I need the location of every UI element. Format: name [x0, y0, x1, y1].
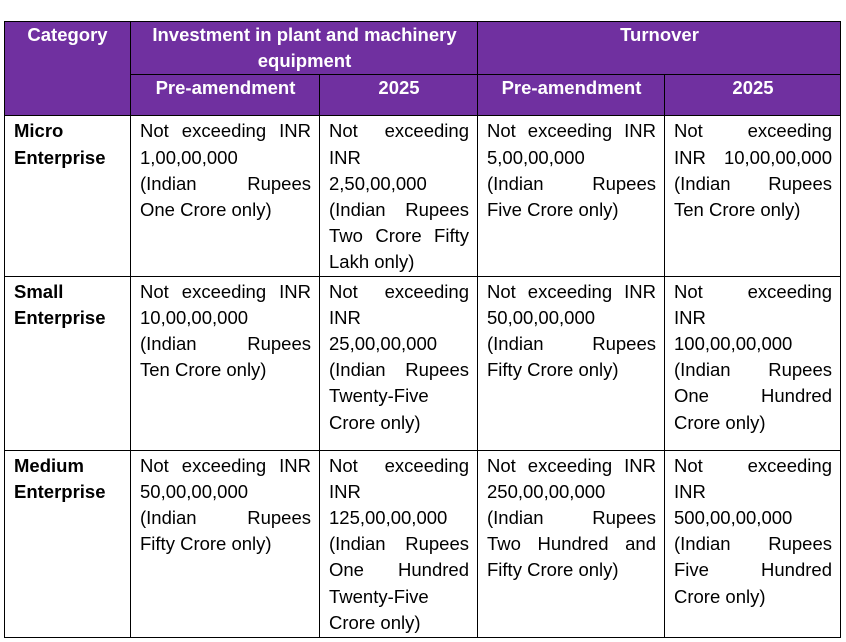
investment-pre-amendment-cell: [131, 116, 320, 276]
cell-text-line: Crore only): [329, 611, 421, 633]
cell-text-line: Two Crore Fifty: [329, 225, 469, 247]
investment-2025-cell: [320, 116, 478, 276]
cell-text-line: 100,00,00,000: [674, 333, 793, 355]
table-row-micro: [5, 116, 841, 276]
header-turnover-2025: 2025: [665, 75, 841, 116]
table-row-small: [5, 276, 841, 450]
cell-text-line: Crore only): [674, 411, 766, 433]
cell-text-line: 2,50,00,000: [329, 172, 427, 194]
cell-text-line: Five Hundred: [674, 559, 832, 581]
cell-text-line: Not exceeding INR: [487, 280, 656, 302]
cell-text-line: Not exceeding INR: [140, 280, 311, 302]
cell-text-line: Lakh only): [329, 251, 415, 273]
header-turnover: Turnover: [478, 22, 841, 75]
cell-text-line: 25,00,00,000: [329, 333, 438, 355]
header-row-sub: [5, 75, 841, 116]
cell-text-line: (Indian Rupees: [140, 507, 311, 529]
cell-text-line: INR: [674, 306, 706, 328]
header-turnover-pre-amendment: Pre-amendment: [478, 75, 665, 116]
cell-text-line: INR: [674, 480, 706, 502]
category-cell: Small Enterprise: [5, 276, 131, 450]
cell-text-line: INR 10,00,00,000: [674, 146, 832, 168]
cell-text-line: Fifty Crore only): [487, 359, 619, 381]
cell-text-line: Crore only): [674, 585, 766, 607]
cell-text-line: 5,00,00,000: [487, 146, 585, 168]
turnover-pre-amendment-cell: [478, 116, 665, 276]
table-row-medium: [5, 450, 841, 637]
cell-text-line: 1,00,00,000: [140, 146, 238, 168]
cell-text-line: Fifty Crore only): [140, 533, 272, 555]
cell-text-line: Five Crore only): [487, 199, 619, 221]
cell-text-line: Not exceeding INR: [487, 120, 656, 142]
cell-text-line: (Indian Rupees: [487, 172, 656, 194]
cell-text-line: (Indian Rupees: [674, 533, 832, 555]
cell-text-line: Ten Crore only): [140, 359, 267, 381]
investment-pre-amendment-cell: [131, 450, 320, 637]
turnover-2025-cell: [665, 276, 841, 450]
turnover-2025-cell: [665, 116, 841, 276]
table-body: [5, 116, 841, 637]
investment-2025-cell: [320, 450, 478, 637]
turnover-pre-amendment-cell: [478, 276, 665, 450]
investment-pre-amendment-cell: [131, 276, 320, 450]
cell-text-line: (Indian Rupees: [329, 199, 469, 221]
header-category: Category: [5, 22, 131, 116]
cell-text-line: Not exceeding: [329, 280, 469, 302]
cell-text-line: 50,00,00,000: [140, 480, 249, 502]
cell-text-line: (Indian Rupees: [140, 333, 311, 355]
cell-text-line: Not exceeding: [674, 280, 832, 302]
cell-text-line: (Indian Rupees: [329, 533, 469, 555]
cell-text-line: Twenty-Five: [329, 385, 429, 407]
cell-text-line: One Hundred: [329, 559, 469, 581]
cell-text-line: Ten Crore only): [674, 199, 801, 221]
cell-text-line: One Hundred: [674, 385, 832, 407]
header-investment: Investment in plant and machinery equipment: [131, 22, 478, 75]
cell-text-line: Not exceeding: [329, 120, 469, 142]
header-row-top: [5, 22, 841, 75]
cell-text-line: Fifty Crore only): [487, 559, 619, 581]
cell-text-line: INR: [329, 480, 361, 502]
cell-text-line: 50,00,00,000: [487, 306, 596, 328]
cell-text-line: (Indian Rupees: [329, 359, 469, 381]
cell-text-line: (Indian Rupees: [674, 359, 832, 381]
cell-text-line: 125,00,00,000: [329, 507, 448, 529]
cell-text-line: INR: [329, 146, 361, 168]
cell-text-line: Not exceeding INR: [487, 454, 656, 476]
investment-2025-cell: [320, 276, 478, 450]
category-cell: Medium Enterprise: [5, 450, 131, 637]
turnover-pre-amendment-cell: [478, 450, 665, 637]
cell-text-line: Not exceeding INR: [140, 454, 311, 476]
cell-text-line: One Crore only): [140, 199, 272, 221]
cell-text-line: (Indian Rupees: [140, 172, 311, 194]
cell-text-line: 500,00,00,000: [674, 507, 793, 529]
table-header: [5, 22, 841, 116]
header-investment-2025: 2025: [320, 75, 478, 116]
cell-text-line: INR: [329, 306, 361, 328]
cell-text-line: Not exceeding INR: [140, 120, 311, 142]
cell-text-line: Not exceeding: [674, 120, 832, 142]
category-cell: Micro Enterprise: [5, 116, 131, 276]
msme-classification-table: [4, 21, 841, 638]
cell-text-line: Two Hundred and: [487, 533, 656, 555]
cell-text-line: Crore only): [329, 411, 421, 433]
cell-text-line: Not exceeding: [674, 454, 832, 476]
cell-text-line: (Indian Rupees: [487, 507, 656, 529]
header-investment-pre-amendment: Pre-amendment: [131, 75, 320, 116]
turnover-2025-cell: [665, 450, 841, 637]
cell-text-line: (Indian Rupees: [487, 333, 656, 355]
cell-text-line: (Indian Rupees: [674, 172, 832, 194]
cell-text-line: 10,00,00,000: [140, 306, 249, 328]
cell-text-line: Not exceeding: [329, 454, 469, 476]
cell-text-line: 250,00,00,000: [487, 480, 606, 502]
cell-text-line: Twenty-Five: [329, 585, 429, 607]
